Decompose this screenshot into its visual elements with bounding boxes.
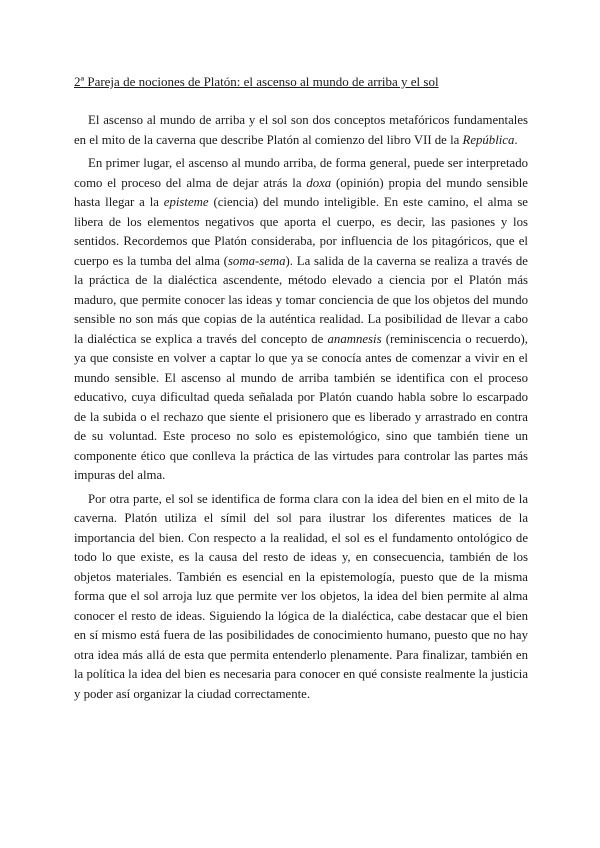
- paragraph-intro-text-1: El ascenso al mundo de arriba y el sol son dos conceptos metafóricos fundamentales en el mito de la caverna que describe Platón al comienzo del libro VII de la: [74, 113, 528, 147]
- italic-doxa: doxa: [306, 175, 332, 190]
- section-heading: 2ª Pareja de nociones de Platón: el ascenso al mundo de arriba y el sol: [74, 74, 439, 89]
- paragraph-intro-text-2: .: [514, 132, 518, 147]
- paragraph-ascenso-text-1: En primer lugar, el ascenso al mundo arriba, de forma general, puede ser interpretado como el proceso del alma de dejar atrás la: [74, 156, 528, 190]
- paragraph-ascenso-text-2: (opinión) propia del mundo sensible hasta llegar a la: [74, 175, 528, 209]
- paragraph-ascenso-text-3: (ciencia) del mundo inteligible. En este camino, el alma se libera de los elementos negativos que aporta el cuerpo, es decir, las pasiones y los sentidos. Recordemos que Platón consideraba, por influencia de los pitagóricos, que el cuerpo es la tumba del alma (: [74, 195, 528, 268]
- paragraph-intro-italic-republica: República: [462, 132, 515, 147]
- paragraph-sol: Por otra parte, el sol se identifica de forma clara con la idea del bien en el mito de la caverna. Platón utiliza el símil del sol para ilustrar los diferentes matices de la importancia del bien. Con respecto a la realidad, el sol es el fundamento ontológico de todo lo que existe, es la causa del resto de ideas y, en consecuencia, también de los objetos materiales. También es esencial en la epistemología, puesto que de la misma forma que el sol arroja luz que permite ver los objetos, la idea del bien permite al alma conocer el resto de ideas. Siguiendo la lógica de la dialéctica, cabe destacar que el bien en sí mismo está fuera de las posibilidades de conocimiento humano, puesto que no hay otra idea más allá de esta que permita entenderlo plenamente. Para finalizar, también en la política la idea del bien es necesaria para conocer en qué consiste realmente la justicia y poder así organizar la ciudad correctamente.: [74, 491, 528, 701]
- italic-soma-sema: soma-sema: [227, 253, 286, 268]
- paragraph-intro: [74, 111, 528, 150]
- paragraph-ascenso-text-4: ). La salida de la caverna se realiza a través de la práctica de la dialéctica ascendente, método elevado a ciencia por el Platón más maduro, que permite conocer las ideas y tomar conciencia de que los objetos del mundo sensible no son más que copias de la auténtica realidad. La posibilidad de llevar a cabo la dialéctica se explica a través del concepto de: [74, 253, 528, 346]
- italic-anamnesis: anamnesis: [327, 331, 382, 346]
- paragraph-ascenso: [74, 154, 528, 486]
- italic-episteme: episteme: [163, 195, 209, 209]
- paragraph-ascenso-text-5: (reminiscencia o recuerdo), ya que consiste en volver a captar lo que ya se conocía antes de comenzar a vivir en el mundo sensible. El ascenso al mundo de arriba también se identifica con el proceso educativo, cuya dificultad queda señalada por Platón cuando habla sobre lo escarpado de la subida o el rechazo que siente el prisionero que es liberado y arrastrado en contra de su voluntad. Este proceso no solo es epistemológico, sino que también tiene un componente ético que conlleva la práctica de las virtudes para controlar las partes más impuras del alma.: [74, 331, 528, 482]
